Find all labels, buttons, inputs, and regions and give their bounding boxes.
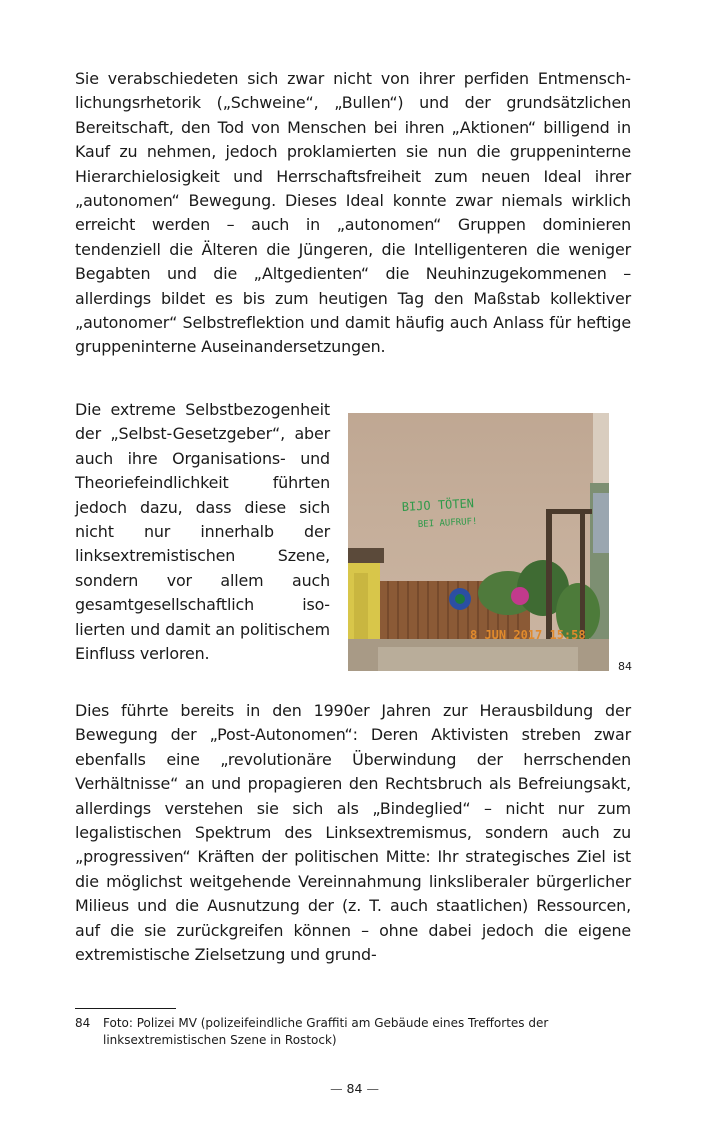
page-number-line	[0, 1081, 709, 1096]
body-paragraph-3: Dies führte bereits in den 1990er Jahren zur Herausbildung der Bewegung der „Post-Autonomen“: Deren Aktivisten streben zwar ebenfalls eine „revolutionäre Überwindung der herrschenden Verhältnisse“ an und propagieren den Rechtsbruch als Befreiungsakt, allerdings verstehen sie sich als „Bindeglied“ – nicht nur zum legalistischen Spektrum des Linksextremismus, sondern auch zu „progressiven“ Kräften der politischen Mitte: Ihr strategisches Ziel ist die möglichst weitgehende Vereinnahmung linksliberaler bürgerlicher Milieus und die Ausnutzung der (z. T. auch staatlichen) Ressourcen, auf die sie zurückgreifen können – ohne dabei jedoch die eigene extremistische Zielsetzung und grund-	[75, 701, 631, 965]
page-number-dash-right: —	[366, 1081, 379, 1096]
page-number: 84	[346, 1081, 363, 1096]
graffiti-text-1: BIJO TÖTEN	[401, 496, 475, 514]
photo-graffiti	[348, 413, 609, 671]
footnote-rule	[75, 1008, 176, 1009]
graffiti-text-2: BEI AUFRUF!	[417, 516, 478, 530]
body-paragraph-1: Sie verabschiedeten sich zwar nicht von ihrer perfiden Entmenschlichungsrhetorik („Schweine“, „Bullen“) und der grundsätzlichen Bereitschaft, den Tod von Menschen bei ihren „Aktionen“ billigend in Kauf zu nehmen, jedoch proklamierten sie nun die gruppeninterne Hierarchielosigkeit und Herrschaftsfreiheit zum neuen Ideal ihrer „autonomen“ Bewegung. Dieses Ideal konnte zwar niemals wirklich erreicht werden – auch in „autonomen“ Gruppen dominieren tendenziell die Älteren die Jüngeren, die Intelligenteren die weniger Begabten und die „Altgedienten“ die Neuhinzugekommenen – allerdings bildet es bis zum heutigen Tag den Maßstab kollektiver „autonomer“ Selbstreflektion und damit häufig auch Anlass für heftige gruppeninterne Auseinandersetzungen.	[75, 69, 631, 357]
photo-timestamp: 8 JUN 2017 15:58	[470, 628, 586, 642]
footnote-number: 84	[75, 1016, 91, 1030]
page-number-dash-left: —	[330, 1081, 343, 1096]
figure-footnote-marker: 84	[618, 660, 632, 673]
footnote-text: Foto: Polizei MV (polizeifeindliche Graffiti am Gebäude eines Treffortes der linksextremistischen Szene in Rostock)	[103, 1016, 549, 1047]
body-paragraph-2: Die extreme Selbstbezogenheit der „Selbst-Gesetzgeber“, aber auch ihre Organisations- und Theoriefeindlichkeit führten jedoch dazu, dass diese sich nicht nur innerhalb der linksextremistischen Szene, sondern vor allem auch gesamtgesellschaftlich isolierten und damit an politischem Einfluss verloren.	[75, 400, 330, 664]
